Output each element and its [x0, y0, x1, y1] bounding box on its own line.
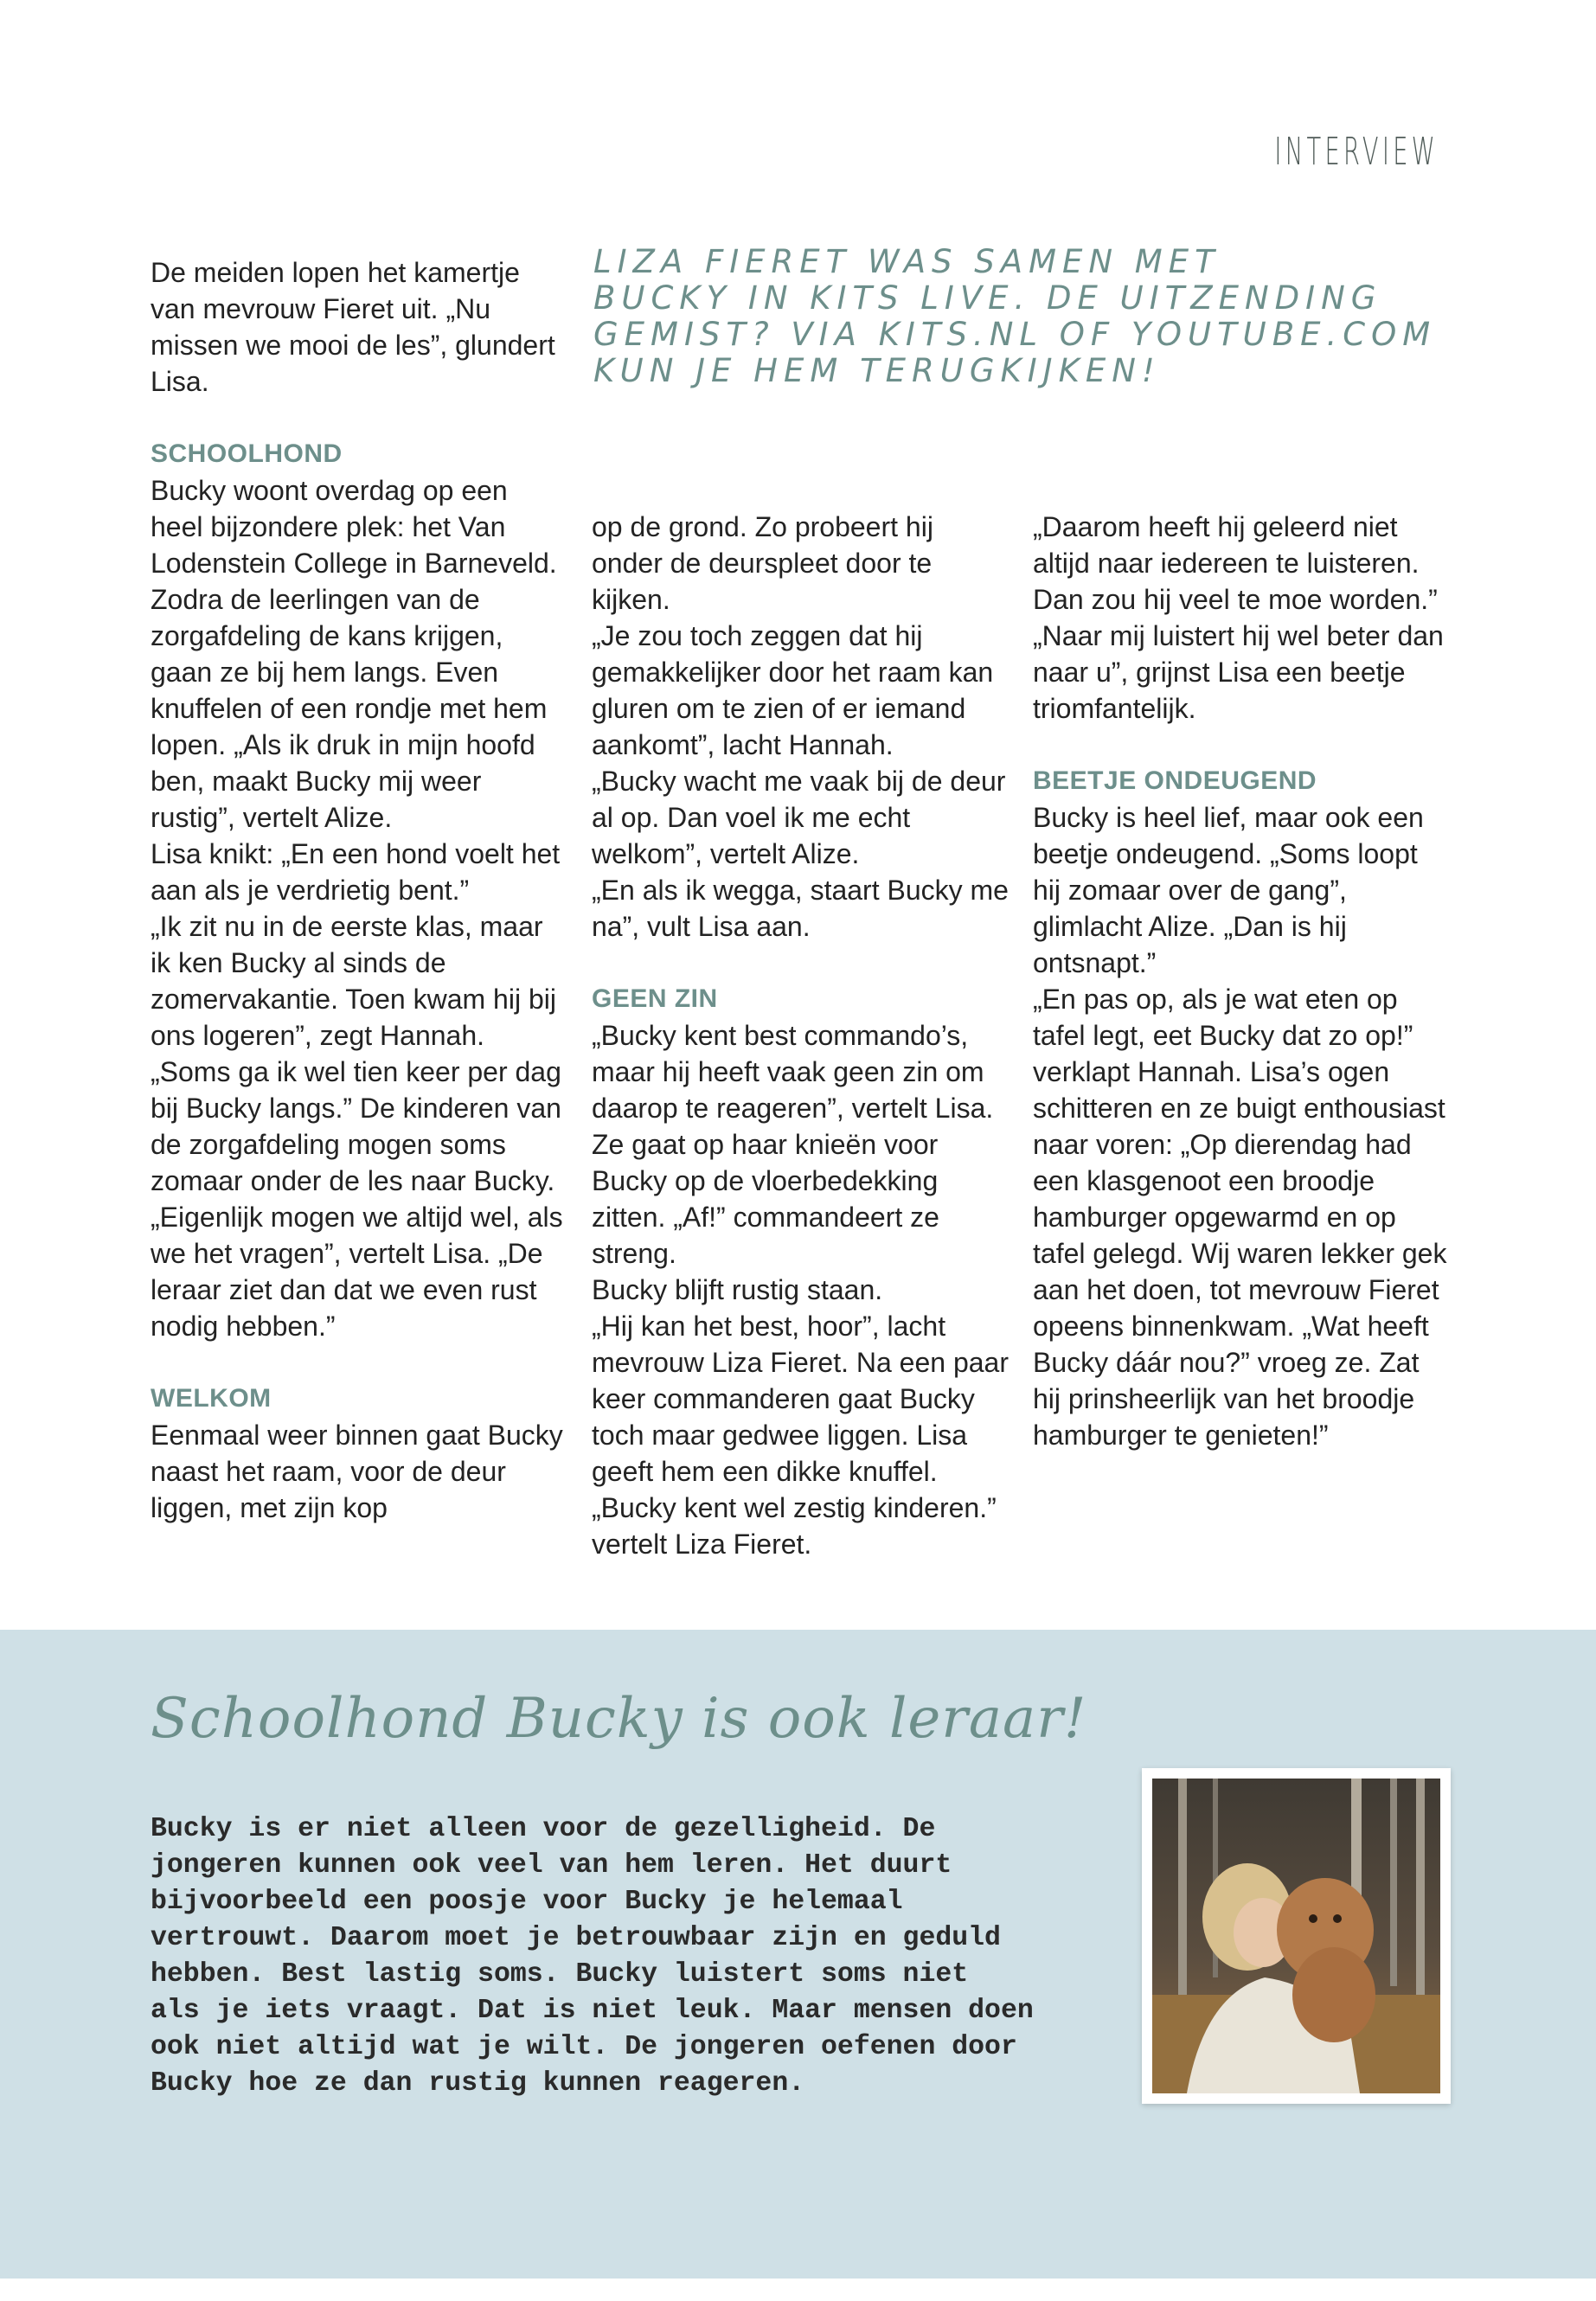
box-text-line: Bucky hoe ze dan rustig kunnen reageren.: [151, 2068, 805, 2099]
paragraph: „En pas op, als je wat eten op tafel legt, eet Bucky dat zo op!” verklapt Hannah. Lisa’s ogen schitteren en ze buigt enthousiast naar voren: „Op dierendag had een klasgenoot een broodje hamburger opgewarmd en op tafel gelegd. Wij waren lekker gek aan het doen, tot mevrouw Fieret opeens binnenkwam. „Wat heeft Bucky dáár nou?” vroeg ze. Zat hij prinsheerlijk van het broodje hamburger te genieten!”: [1033, 984, 1447, 1451]
paragraph: „Je zou toch zeggen dat hij gemakkelijker door het raam kan gluren om te zien of er iemand aankomt”, lacht Hannah.: [592, 620, 994, 760]
article-column-1: [151, 254, 567, 1526]
paragraph: „En als ik wegga, staart Bucky me na”, vult Lisa aan.: [592, 875, 1009, 942]
box-text-line: bijvoorbeeld een poosje voor Bucky je helemaal: [151, 1887, 903, 1917]
paragraph: „Bucky kent best commando’s, maar hij heeft vaak geen zin om daarop te reageren”, vertelt Lisa. Ze gaat op haar knieën voor Bucky op de vloerbedekking zitten. „Af!” commandeert ze streng.: [592, 1020, 994, 1269]
pullquote-line: GEMIST? VIA KITS.NL OF YOUTUBE.COM: [593, 316, 1437, 353]
paragraph: Bucky is heel lief, maar ook een beetje ondeugend. „Soms loopt hij zomaar over de gang”, glimlacht Alize. „Dan is hij ontsnapt.”: [1033, 802, 1424, 978]
pullquote-line: LIZA FIERET WAS SAMEN MET: [593, 243, 1221, 280]
pullquote-line: KUN JE HEM TERUGKIJKEN!: [593, 352, 1161, 389]
paragraph: Lisa knikt: „En een hond voelt het aan als je verdrietig bent.”: [151, 838, 561, 906]
photo-woman-with-dog: [1152, 1779, 1440, 2093]
box-text-line: ook niet altijd wat je wilt. De jongeren oefenen door: [151, 2032, 1017, 2062]
heading-welkom: WELKOM: [151, 1384, 272, 1413]
photo-frame: [1142, 1768, 1451, 2104]
box-text-line: hebben. Best lastig soms. Bucky luistert soms niet: [151, 1959, 969, 1990]
box-text-line: als je iets vraagt. Dat is niet leuk. Maar mensen doen: [151, 1996, 1034, 2026]
box-title: Schoolhond Bucky is ook leraar!: [151, 1687, 1087, 1751]
paragraph: „Hij kan het best, hoor”, lacht mevrouw Liza Fieret. Na een paar keer commanderen gaat Bucky toch maar gedwee liggen. Lisa geeft hem een dikke knuffel. „Bucky kent wel zestig kinderen.” vertelt Liza Fieret.: [592, 1311, 1009, 1560]
box-text-line: Bucky is er niet alleen voor de gezelligheid. De: [151, 1814, 936, 1844]
paragraph: Bucky blijft rustig staan.: [592, 1274, 883, 1305]
box-text: [151, 1811, 1111, 2102]
paragraph: „Daarom heeft hij geleerd niet altijd naar iedereen te luisteren. Dan zou hij veel te moe worden.”: [1033, 511, 1438, 615]
pullquote: [593, 244, 1458, 389]
article-column-3: [1033, 509, 1450, 1453]
heading-geen-zin: GEEN ZIN: [592, 984, 718, 1013]
article-column-2: [592, 509, 1009, 1562]
paragraph: Bucky woont overdag op een heel bijzondere plek: het Van Lodenstein College in Barneveld. Zodra de leerlingen van de zorgafdeling de kans krijgen, gaan ze bij hem langs. Even knuffelen of een rondje met hem lopen. „Als ik druk in mijn hoofd ben, maakt Bucky mij weer rustig”, vertelt Alize.: [151, 475, 557, 833]
pullquote-line: BUCKY IN KITS LIVE. DE UITZENDING: [593, 279, 1382, 317]
paragraph: De meiden lopen het kamertje van mevrouw Fieret uit. „Nu missen we mooi de les”, glundert Lisa.: [151, 257, 555, 397]
box-text-line: vertrouwt. Daarom moet je betrouwbaar zijn en geduld: [151, 1923, 1001, 1953]
paragraph: op de grond. Zo probeert hij onder de deurspleet door te kijken.: [592, 511, 933, 615]
paragraph: Eenmaal weer binnen gaat Bucky naast het raam, voor de deur liggen, met zijn kop: [151, 1420, 563, 1523]
heading-beetje-ondeugend: BEETJE ONDEUGEND: [1033, 766, 1317, 795]
paragraph: „Naar mij luistert hij wel beter dan naar u”, grijnst Lisa een beetje triomfantelijk.: [1033, 620, 1444, 724]
section-label: INTERVIEW: [1274, 130, 1439, 174]
info-box: [0, 1630, 1596, 2279]
paragraph: „Bucky wacht me vaak bij de deur al op. Dan voel ik me echt welkom”, vertelt Alize.: [592, 766, 1006, 869]
heading-schoolhond: SCHOOLHOND: [151, 439, 343, 468]
box-text-line: jongeren kunnen ook veel van hem leren. Het duurt: [151, 1850, 952, 1881]
paragraph: „Ik zit nu in de eerste klas, maar ik ken Bucky al sinds de zomervakantie. Toen kwam hij bij ons logeren”, zegt Hannah. „Soms ga ik wel tien keer per dag bij Bucky langs.” De kinderen van de zorgafdeling mogen soms zomaar onder de les naar Bucky. „Eigenlijk mogen we altijd wel, als we het vragen”, vertelt Lisa. „De leraar ziet dan dat we even rust nodig hebben.”: [151, 911, 563, 1342]
